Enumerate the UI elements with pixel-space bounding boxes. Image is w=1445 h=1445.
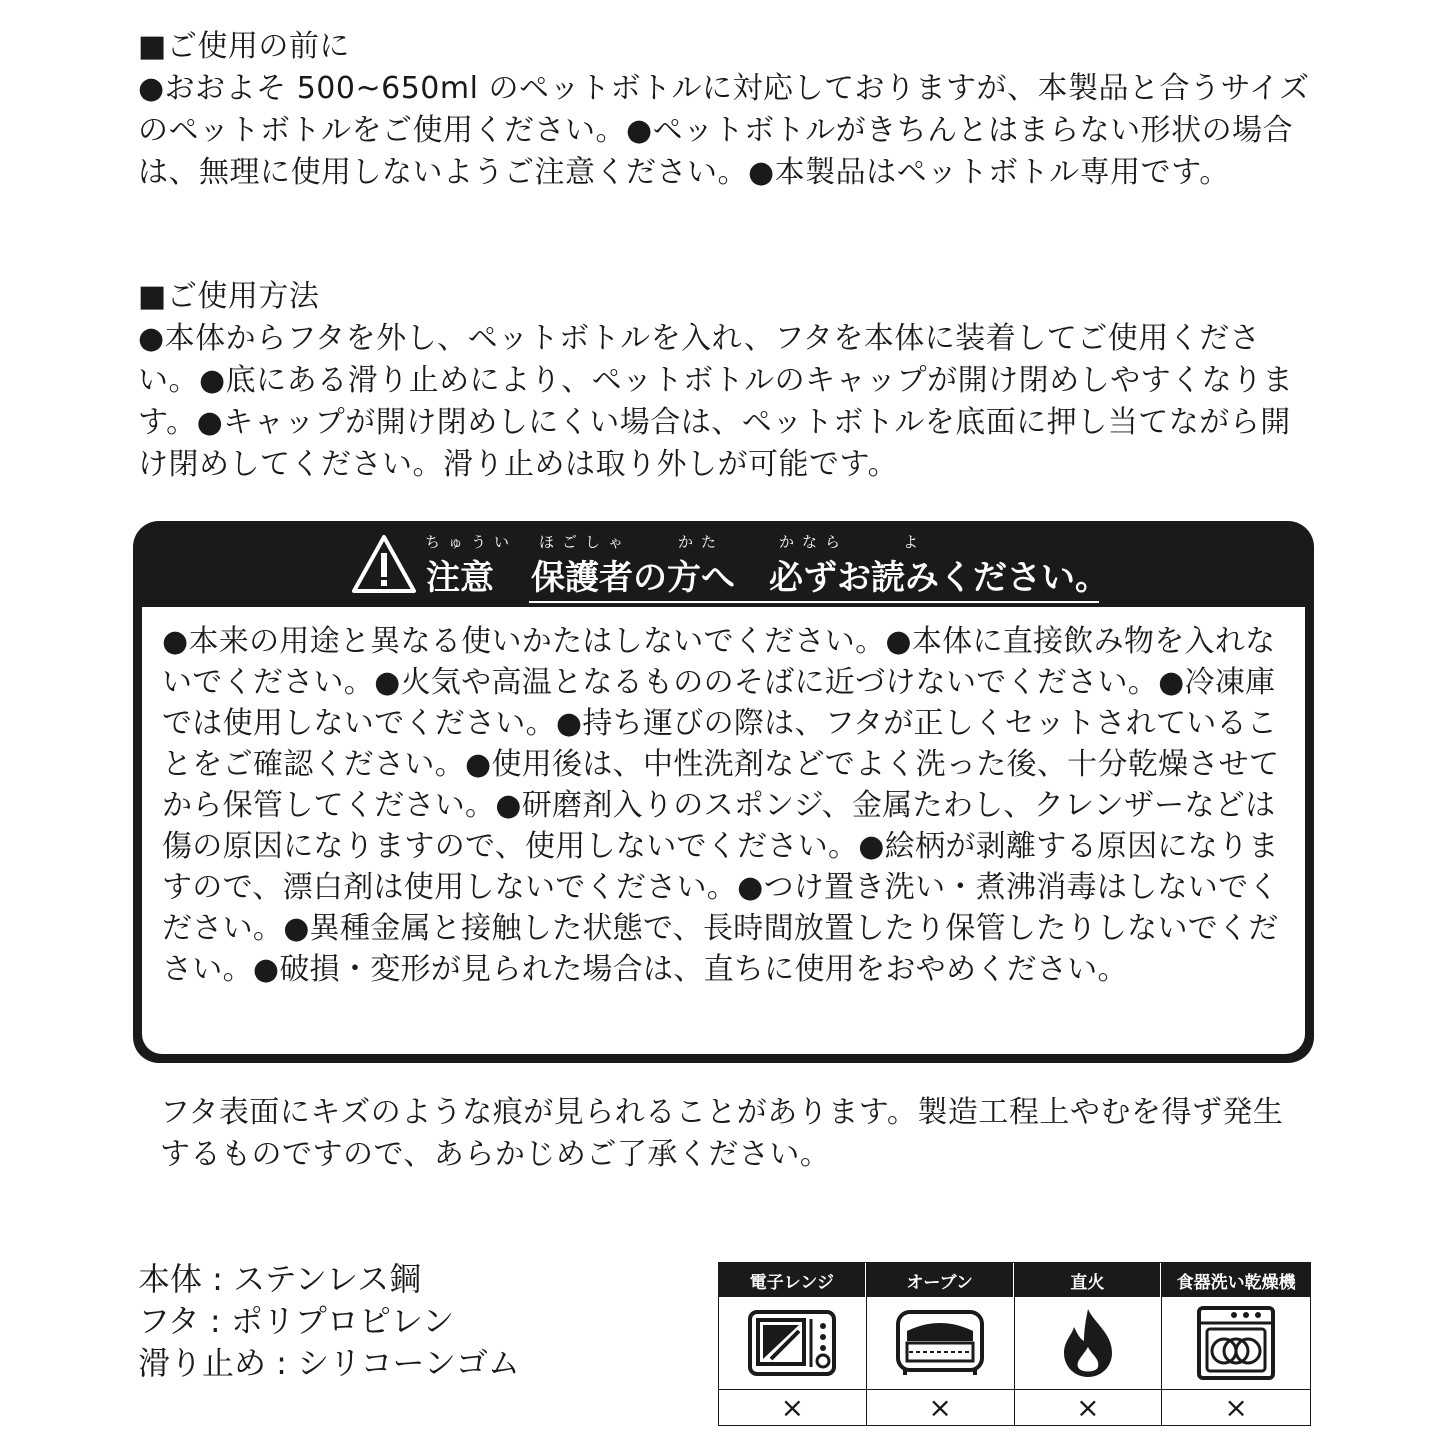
how-to-use-text: ●本体からフタを外し、ペットボトルを入れ、フタを本体に装着してご使用ください。●底にある滑り止めにより、ペットボトルのキャップが開け閉めしやすくなります。●キャップが開け閉めしにくい場合は、ペットボトルを底面に押し当てながら開け閉めしてください。滑り止めは取り外しが可能です。 xyxy=(138,321,1294,482)
flame-icon xyxy=(1056,1307,1120,1379)
compat-mark: × xyxy=(1076,1391,1100,1424)
compat-mark: × xyxy=(1224,1391,1248,1424)
compat-col-microwave xyxy=(719,1263,867,1425)
compat-mark: × xyxy=(928,1391,952,1424)
material-nonslip: 滑り止め : シリコーンゴム xyxy=(138,1344,520,1382)
caution-underline xyxy=(529,601,1099,603)
how-to-use-heading: ■ご使用方法 xyxy=(138,279,320,314)
ruby-hogosha: ほごしゃ xyxy=(539,533,632,551)
before-use-heading: ■ご使用の前に xyxy=(138,29,350,64)
material-body: 本体 : ステンレス鋼 xyxy=(138,1260,422,1298)
compatibility-table xyxy=(718,1262,1311,1426)
caution-box xyxy=(133,521,1314,1063)
caution-subtitle: 保護者の方へ 必ずお読みください。 xyxy=(531,558,1109,598)
oven-icon xyxy=(895,1309,985,1377)
before-use-section xyxy=(138,26,1318,194)
compat-label: オーブン xyxy=(867,1263,1014,1297)
caution-title: 注意 xyxy=(426,558,494,598)
dishwasher-icon xyxy=(1196,1305,1276,1381)
compat-label: 直火 xyxy=(1015,1263,1162,1297)
warning-triangle-icon xyxy=(351,533,417,595)
ruby-yo: よ xyxy=(903,533,927,551)
compat-label: 食器洗い乾燥機 xyxy=(1162,1263,1310,1297)
compat-col-dishwasher xyxy=(1162,1263,1310,1425)
microwave-icon xyxy=(747,1309,837,1377)
ruby-chuui: ちゅうい xyxy=(425,533,518,551)
note-text: フタ表面にキズのような痕が見られることがあります。製造工程上やむを得ず発生するものですので、あらかじめご了承ください。 xyxy=(160,1095,1284,1172)
material-lid: フタ : ポリプロピレン xyxy=(138,1302,455,1340)
ruby-kata: かた xyxy=(678,533,725,551)
compat-col-open-flame xyxy=(1015,1263,1163,1425)
caution-header xyxy=(133,521,1314,607)
note-section xyxy=(160,1092,1300,1176)
caution-text: ●本来の用途と異なる使いかたはしないでください。●本体に直接飲み物を入れないでください。●火気や高温となるもののそばに近づけないでください。●冷凍庫では使用しないでください。●持ち運びの際は、フタが正しくセットされていることをご確認ください。●使用後は、中性洗剤などでよく洗った後、十分乾燥させてから保管してください。●研磨剤入りのスポンジ、金属たわし、クレンザーなどは傷の原因になりますので、使用しないでください。●絵柄が剥離する原因になりますので、漂白剤は使用しないでください。●つけ置き洗い・煮沸消毒はしないでください。●異種金属と接触した状態で、長時間放置したり保管したりしないでください。●破損・変形が見られた場合は、直ちに使用をおやめください。 xyxy=(162,624,1280,987)
caution-body xyxy=(142,607,1305,1054)
materials-list xyxy=(138,1258,520,1384)
compat-label: 電子レンジ xyxy=(719,1263,866,1297)
before-use-text: ●おおよそ 500~650ml のペットボトルに対応しておりますが、本製品と合うサイズのペットボトルをご使用ください。●ペットボトルがきちんとはまらない形状の場合は、無理に使用しないようご注意ください。●本製品はペットボトル専用です。 xyxy=(138,71,1310,190)
ruby-kanara: かなら xyxy=(779,533,849,551)
compat-mark: × xyxy=(780,1391,805,1424)
compat-col-oven xyxy=(867,1263,1015,1425)
how-to-use-section xyxy=(138,276,1318,486)
